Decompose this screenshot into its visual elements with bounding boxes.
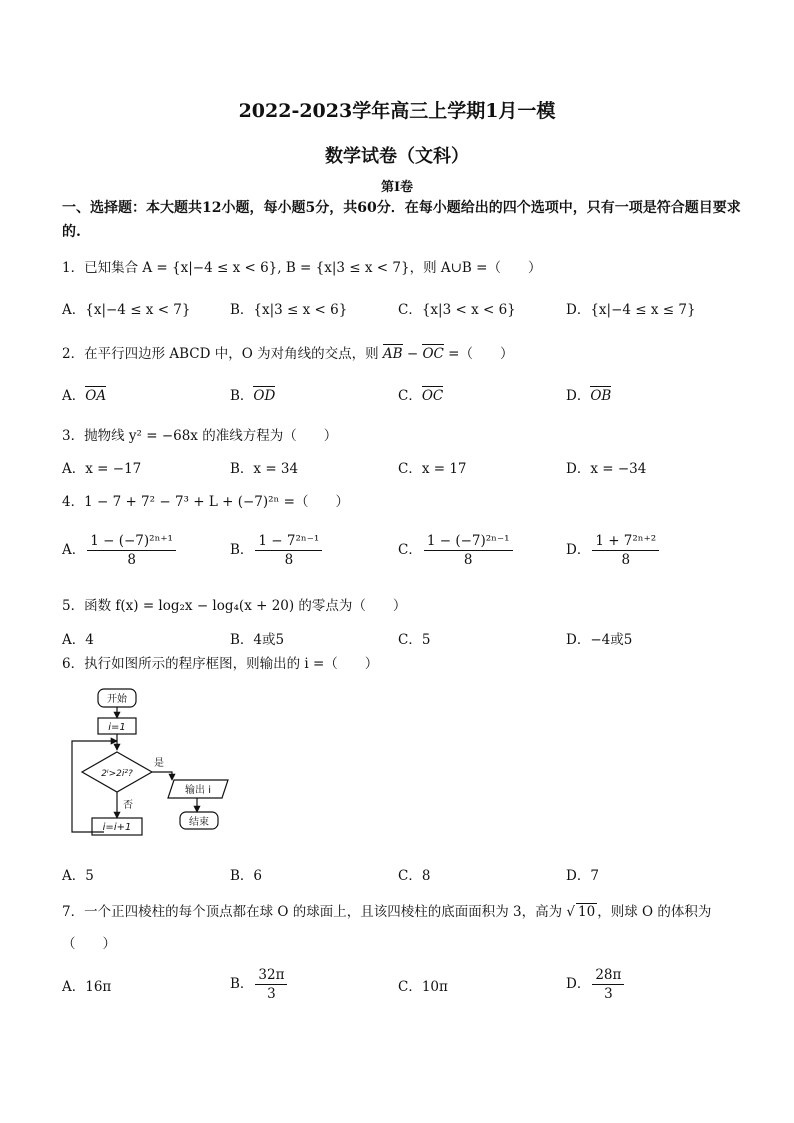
q4-option-a-numerator: 1 − (−7)²ⁿ⁺¹ <box>87 532 176 551</box>
question-4-stem: 4．1 − 7 + 7² − 7³ + L + (−7)²ⁿ =（ ） <box>62 494 349 510</box>
q2-option-b-label: B． <box>230 388 254 404</box>
q4-option-d-fraction <box>592 532 659 569</box>
q5-option-b[interactable]: B．4或5 <box>230 632 285 648</box>
program-flowchart <box>62 684 242 854</box>
flowchart-no-label: 否 <box>123 800 133 811</box>
q4-option-c-denominator: 8 <box>463 552 473 568</box>
q7-option-d[interactable] <box>566 966 626 1003</box>
question-7-stem <box>62 900 742 920</box>
q2-option-a[interactable] <box>62 384 106 404</box>
question-6-stem: 6．执行如图所示的程序框图，则输出的 i =（ ） <box>62 656 379 672</box>
q2-option-d[interactable] <box>566 384 611 404</box>
q7-stem-prefix: 7．一个正四棱柱的每个顶点都在球 O 的球面上，且该四棱柱的底面面积为 3，高为 <box>62 904 567 920</box>
q4-option-c-label: C． <box>398 542 422 558</box>
q2-option-c[interactable] <box>398 384 443 404</box>
q4-option-b-denominator: 8 <box>284 552 294 568</box>
q4-option-a-label: A． <box>62 542 86 558</box>
q3-option-b[interactable]: B．x = 34 <box>230 461 299 477</box>
q2-option-a-label: A． <box>62 388 86 404</box>
q4-option-c-numerator: 1 − (−7)²ⁿ⁻¹ <box>424 532 513 551</box>
exam-title: 2022-2023学年高三上学期1月一模 <box>238 100 556 122</box>
q7-stem-suffix: ，则球 O 的体积为 <box>597 904 712 920</box>
q2-option-c-label: C． <box>398 388 422 404</box>
q6-option-c[interactable]: C．8 <box>398 868 431 884</box>
volume-label: 第Ⅰ卷 <box>380 180 414 195</box>
q5-option-a[interactable]: A．4 <box>62 632 94 648</box>
q5-option-c[interactable]: C．5 <box>398 632 431 648</box>
q4-option-b-fraction <box>255 532 322 569</box>
q2-option-b[interactable] <box>230 384 275 404</box>
q2-stem-suffix: =（ ） <box>443 346 514 362</box>
q5-option-d[interactable]: D．−4或5 <box>566 632 633 648</box>
exam-subtitle: 数学试卷（文科） <box>325 146 469 167</box>
q2-option-d-vector: OB <box>590 388 612 404</box>
q1-option-d[interactable]: D．{x|−4 ≤ x ≤ 7} <box>566 302 696 318</box>
q4-option-b[interactable] <box>230 532 324 569</box>
flowchart-end-text: 结束 <box>189 817 209 828</box>
flowchart-init-text: i=1 <box>108 722 126 733</box>
q7-option-a-value: 16π <box>85 979 112 995</box>
q7-option-d-denominator: 3 <box>604 986 613 1002</box>
q7-option-b-numerator: 32π <box>255 966 287 985</box>
q3-option-d[interactable]: D．x = −34 <box>566 461 647 477</box>
q1-option-b[interactable]: B．{x|3 ≤ x < 6} <box>230 302 348 318</box>
q3-option-c[interactable]: C．x = 17 <box>398 461 467 477</box>
q4-option-d-label: D． <box>566 542 591 558</box>
q2-option-c-vector: OC <box>421 388 444 404</box>
q2-vector-ab: AB <box>382 346 403 362</box>
question-7-stem-line2: （ ） <box>62 936 116 952</box>
q2-stem-minus: − <box>402 346 423 362</box>
q1-option-c[interactable]: C．{x|3 < x < 6} <box>398 302 516 318</box>
q7-option-b-denominator: 3 <box>267 986 276 1002</box>
q7-option-b[interactable] <box>230 966 289 1003</box>
q2-option-b-vector: OD <box>253 388 276 404</box>
flowchart-update-text: i=i+1 <box>102 822 132 833</box>
q4-option-d-denominator: 8 <box>621 552 631 568</box>
q7-option-d-label: D． <box>566 976 591 992</box>
q4-option-b-label: B． <box>230 542 254 558</box>
q7-option-a-label: A． <box>62 979 86 995</box>
sqrt-icon: √ <box>566 904 576 920</box>
flowchart-condition-text: 2ⁱ>2i²? <box>101 769 133 779</box>
q3-option-a[interactable]: A．x = −17 <box>62 461 142 477</box>
q7-option-d-numerator: 28π <box>592 966 624 985</box>
q4-option-b-numerator: 1 − 7²ⁿ⁻¹ <box>255 532 322 551</box>
flowchart-yes-label: 是 <box>154 758 164 769</box>
q7-sqrt-value: 10 <box>578 904 596 920</box>
q7-option-c-value: 10π <box>421 979 448 995</box>
q4-option-c-fraction <box>424 532 513 569</box>
question-1-stem: 1．已知集合 A = {x|−4 ≤ x < 6}, B = {x|3 ≤ x < 7}，则 A∪B =（ ） <box>62 260 542 276</box>
q4-option-c[interactable] <box>398 532 515 569</box>
flowchart-output-text: 输出 i <box>185 785 211 796</box>
q7-option-b-label: B． <box>230 976 254 992</box>
question-2-stem <box>62 342 742 362</box>
q2-option-a-vector: OA <box>85 388 107 404</box>
q7-option-a[interactable] <box>62 975 111 995</box>
q4-option-a-fraction <box>87 532 176 569</box>
question-5-stem: 5．函数 f(x) = log₂x − log₄(x + 20) 的零点为（ ） <box>62 598 407 614</box>
q7-option-b-fraction <box>255 966 287 1003</box>
question-3-stem: 3．抛物线 y² = −68x 的准线方程为（ ） <box>62 428 338 444</box>
q1-option-a[interactable]: A．{x|−4 ≤ x < 7} <box>62 302 191 318</box>
q7-option-d-fraction <box>592 966 624 1003</box>
q2-vector-oc: OC <box>422 346 444 362</box>
q4-option-a[interactable] <box>62 532 178 569</box>
q4-option-a-denominator: 8 <box>127 552 136 568</box>
q2-stem-prefix: 2．在平行四边形 ABCD 中，O 为对角线的交点，则 <box>62 346 379 362</box>
q6-option-d[interactable]: D．7 <box>566 868 599 884</box>
q6-option-a[interactable]: A．5 <box>62 868 94 884</box>
q4-option-d[interactable] <box>566 532 661 569</box>
q7-option-c-label: C． <box>398 979 422 995</box>
section-instructions: 一、选择题：本大题共12小题，每小题5分，共60分．在每小题给出的四个选项中，只有一项是符合题目要求的. <box>62 200 741 240</box>
q4-option-d-numerator: 1 + 7²ⁿ⁺² <box>592 532 659 551</box>
flowchart-start-text: 开始 <box>107 694 127 705</box>
q6-option-b[interactable]: B．6 <box>230 868 263 884</box>
q2-option-d-label: D． <box>566 388 591 404</box>
q7-option-c[interactable] <box>398 975 448 995</box>
